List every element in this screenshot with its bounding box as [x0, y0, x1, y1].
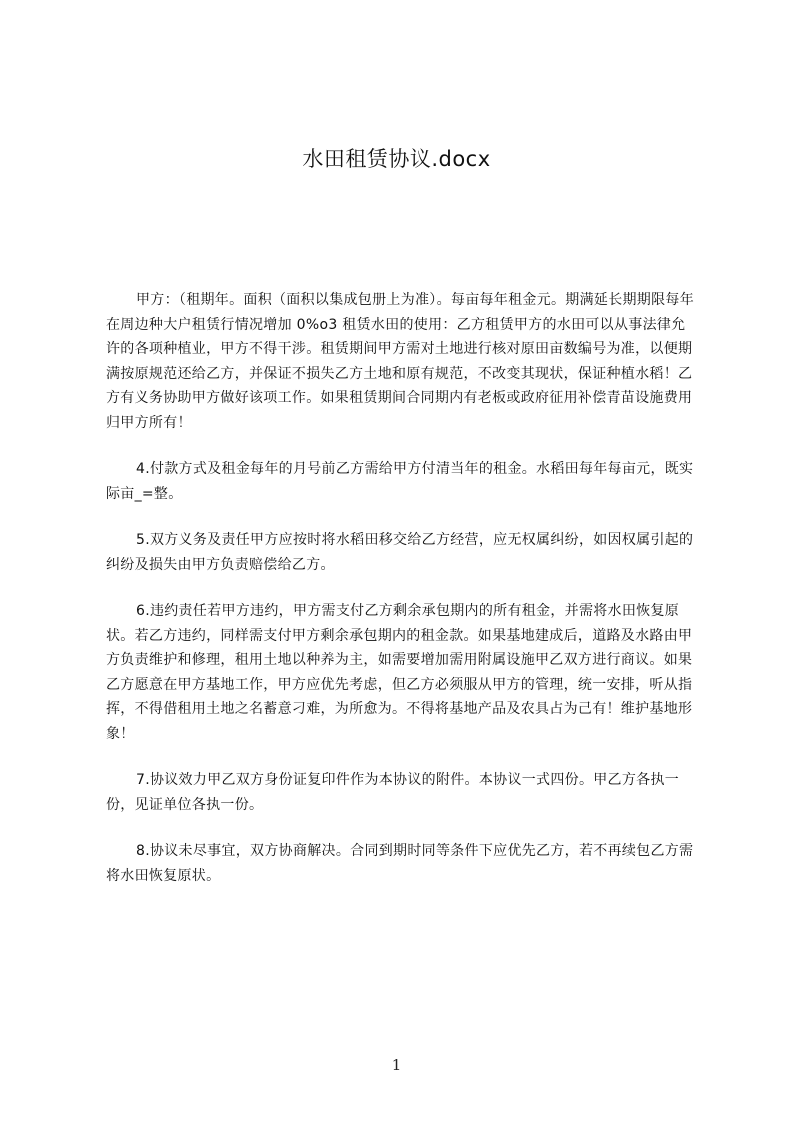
document-body: [106, 288, 697, 910]
paragraph-payment: 4.付款方式及租金每年的月号前乙方需给甲方付清当年的租金。水稻田每年每亩元，既实际亩_=整。: [106, 461, 694, 502]
paragraph-validity: 7.协议效力甲乙双方身份证复印件作为本协议的附件。本协议一式四份。甲乙方各执一份，见证单位各执一份。: [106, 772, 680, 813]
paragraph-breach: 6.违约责任若甲方违约，甲方需支付乙方剩余承包期内的所有租金，并需将水田恢复原状。若乙方违约，同样需支付甲方剩余承包期内的租金款。如果基地建成后，道路及水路由甲方负责维护和修理，租用土地以种养为主，如需要增加需用附属设施甲乙双方进行商议。如果乙方愿意在甲方基地工作，甲方应优先考虑，但乙方必须服从甲方的管理，统一安排，听从指挥，不得借租用土地之名蓄意刁难，为所愈为。不得将基地产品及农具占为己有！维护基地形象！: [106, 603, 693, 742]
document-title: 水田租赁协议.docx: [302, 147, 491, 171]
paragraph-misc: 8.协议未尽事宜，双方协商解决。合同到期时同等条件下应优先乙方，若不再续包乙方需将水田恢复原状。: [106, 843, 694, 884]
paragraph-obligations: 5.双方义务及责任甲方应按时将水稻田移交给乙方经营，应无权属纠纷，如因权属引起的纠纷及损失由甲方负责赔偿给乙方。: [106, 532, 694, 573]
paragraph-parties: 甲方：（租期年。面积（面积以集成包册上为准）。每亩每年租金元。期满延长期期限每年在周边种大户租赁行情况增加 0%o3 租赁水田的使用：乙方租赁甲方的水田可以从事法律允许的各项种植业，甲方不得干涉。租赁期间甲方需对土地进行核对原田亩数编号为准，以便期满按原规范还给乙方，并保证不损失乙方土地和原有规范，不改变其现状，保证种植水稻！乙方有义务协助甲方做好该项工作。如果租赁期间合同期内有老板或政府征用补偿青苗设施费用归甲方所有！: [106, 292, 694, 431]
page-number: 1: [391, 1056, 402, 1074]
